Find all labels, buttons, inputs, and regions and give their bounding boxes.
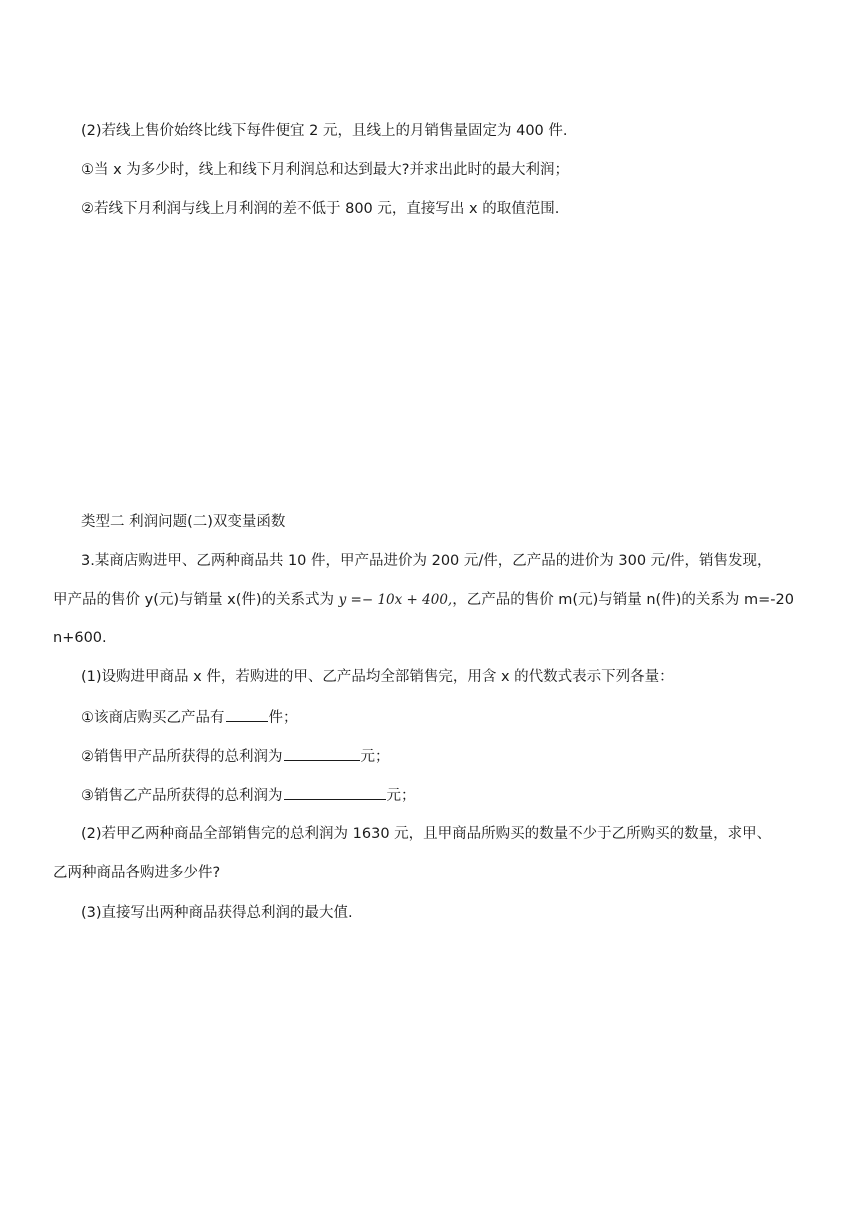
- problem-3-q2-line-1: (2)若甲乙两种商品全部销售完的总利润为 1630 元，且甲商品所购买的数量不少于乙所购买的数量，求甲、: [81, 826, 772, 842]
- section-title: 类型二 利润问题(二)双变量函数: [81, 514, 286, 530]
- problem-3-q1-b: [81, 746, 390, 767]
- problem-3-line-1: 3.某商店购进甲、乙两种商品共 10 件，甲产品进价为 200 元/件，乙产品的进价为 300 元/件，销售发现，: [81, 553, 772, 569]
- q1-a-text-after: 件；: [268, 710, 298, 726]
- q1-a-text-before: ①该商店购买乙产品有: [81, 710, 225, 726]
- problem-3-q1-a: [81, 707, 298, 728]
- problem-3-line-2-text-before: 甲产品的售价 y(元)与销量 x(件)的关系式为: [53, 592, 339, 608]
- problem-3-line-2-text-after: ，乙产品的售价 m(元)与销量 n(件)的关系为 m=-20: [452, 592, 794, 608]
- problem-3-q1-c: [81, 785, 416, 806]
- question-2-sub-2: ②若线下月利润与线上月利润的差不低于 800 元，直接写出 x 的取值范围.: [81, 201, 560, 217]
- question-2-sub-1: ①当 x 为多少时，线上和线下月利润总和达到最大?并求出此时的最大利润；: [81, 162, 569, 178]
- q1-c-text-before: ③销售乙产品所获得的总利润为: [81, 788, 283, 804]
- q1-c-text-after: 元；: [386, 788, 416, 804]
- answer-blank-a[interactable]: [226, 707, 268, 722]
- problem-3-q3: (3)直接写出两种商品获得总利润的最大值.: [81, 905, 353, 921]
- answer-blank-c[interactable]: [284, 785, 386, 800]
- answer-blank-b[interactable]: [284, 746, 360, 761]
- q1-b-text-after: 元；: [360, 749, 390, 765]
- price-formula: y =− 10x + 400,: [338, 592, 453, 608]
- q1-b-text-before: ②销售甲产品所获得的总利润为: [81, 749, 283, 765]
- problem-3-q2-line-2: 乙两种商品各购进多少件?: [53, 865, 221, 881]
- problem-3-line-2: [53, 590, 794, 610]
- question-2-intro: (2)若线上售价始终比线下每件便宜 2 元，且线上的月销售量固定为 400 件.: [81, 123, 568, 139]
- problem-3-line-3: n+600.: [53, 630, 107, 646]
- problem-3-q1-intro: (1)设购进甲商品 x 件，若购进的甲、乙产品均全部销售完，用含 x 的代数式表示下列各量：: [81, 669, 674, 685]
